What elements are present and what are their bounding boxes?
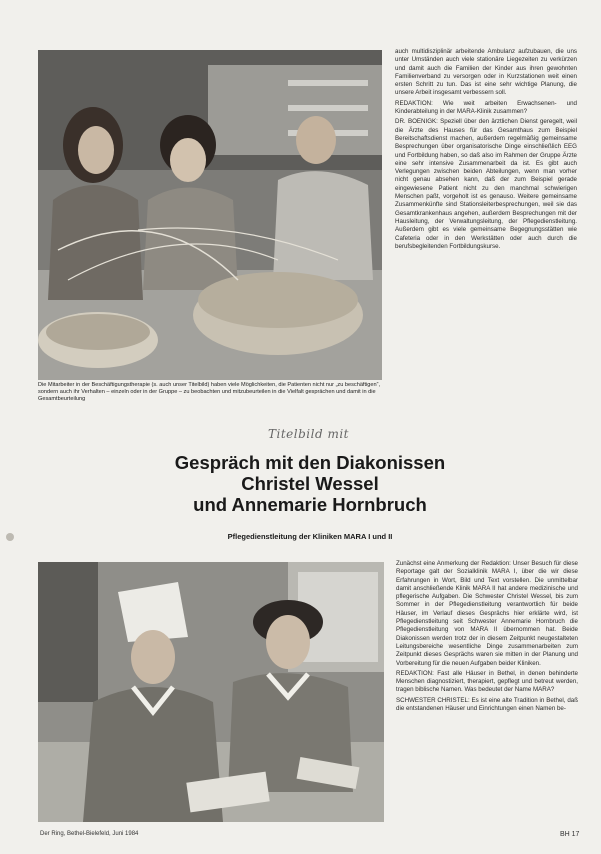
right-column-bottom <box>396 560 578 715</box>
article-title <box>120 452 500 515</box>
punch-hole-mark <box>6 533 14 541</box>
right-column-top <box>395 48 577 253</box>
page-number: BH 17 <box>560 831 580 838</box>
handwritten-note: Titelbild mit <box>268 427 349 441</box>
paragraph: REDAKTION: Wie weit arbeiten Erwachsenen- und Kinderabteilung in der MARA-Klinik zusammen? <box>395 99 577 116</box>
paragraph: SCHWESTER CHRISTEL: Es ist eine alte Tradition in Bethel, daß die entstandenen Häuser und Einrichtungen einen Namen be- <box>396 696 578 713</box>
basket-weaving-photo <box>38 50 382 380</box>
top-photo <box>38 50 382 380</box>
paragraph: DR. BOENIGK: Speziell über den ärztlichen Dienst geregelt, weil die Ärzte des Hauses für das Gesamthaus zum Beispiel Bereitschaftsdienst machen, außerdem regelmäßig gemeinsame Besprechungen über organisatorische Dinge einschließlich EEG und Fortbildung haben, so daß also im Rahmen der Gruppe Ärzte eine sehr intensive Zusammenarbeit da ist. Es gibt auch Verlegungen zwischen beiden Abteilungen, wenn man vorher nicht genau absehen kann, daß der zum Beispiel gerade eingewiesene Patient nicht zu den manchmal schwierigen Menschen paßt, vorgeholt ist es genauso. Weitere gemeinsame Zusammenkünfte sind Stationsleiterbesprechungen, weil sie das Gesamtkrankenhaus angehen, außerdem Besprechungen mit der Hausleitung, der Verwaltungsleitung, der Pflegedienstleitung. Außerdem gibt es viele gemeinsame Begegnungsstätten wie Cafeteria oder in den Werkstätten oder auch durch die berufsbegleitenden Fortbildungskurse. <box>395 118 577 250</box>
title-line: Gespräch mit den Diakonissen <box>174 452 446 473</box>
title-line: und Annemarie Hornbruch <box>193 494 427 515</box>
top-photo-caption: Die Mitarbeiter in der Beschäftigungstherapie (s. auch unser Titelbild) haben viele Möglichkeiten, die Patienten nicht nur „zu beschäftigen“, sondern auch ihr Verhalten – einzeln oder in der Gruppe – zu beobachten und mitzubeurteilen in die Vielfalt gesprächen und damit in die Gesamtbeurteilung <box>38 382 381 402</box>
article-subtitle: Pflegedienstleitung der Kliniken MARA I und II <box>227 532 393 541</box>
paragraph: REDAKTION: Fast alle Häuser in Bethel, in denen behinderte Menschen diagnostiziert, therapiert, gepflegt und betreut werden, tragen biblische Namen. Was bedeutet der Name MARA? <box>396 669 578 694</box>
footer-source: Der Ring, Bethel-Bielefeld, Juni 1984 <box>40 831 139 837</box>
paragraph: Zunächst eine Anmerkung der Redaktion: Unser Besuch für diese Reportage galt der Sozialklinik MARA I, über die wir diese Erfahrungen in Wort, Bild und Text vorstellen. Die unmittelbar damit anschließende Klinik MARA II hat andere medizinische und pflegerische Aufgaben. Die Schwester Christel Wessel, bis zum Sommer in der Pflegedienstleitung verantwortlich für beide Häuser, im Verlauf dieses Gesprächs hier erklärte wird, ist Pflegedienstleitung seit Schwester Annemarie Hornbruch die Pflegedienstleitung von MARA II übernommen hat. Beide Diakonissen werden trotz der in diesem Zeitpunkt neugestalteten Leitungsbereiche wesentliche Dinge zusammenarbeiten zum Zeitpunkt dieses Gesprächs waren sie mitten in der Planung und Vorbereitung für die neuen Aufgaben beider Kliniken. <box>396 560 578 667</box>
title-line: Christel Wessel <box>241 473 379 494</box>
deaconesses-photo <box>38 562 384 822</box>
paragraph: auch multidisziplinär arbeitende Ambulanz aufzubauen, die uns unter Umständen auch viele stationäre Liegezeiten zu verkürzen und damit auch die Familien der Kinder aus ihren gewohnten Familienverband zu versorgen oder in Kurzstationen weit einen ersten Schritt zu tun. Das ist eine sehr wichtige Planung, die unsere Arbeit insgesamt verbessern soll. <box>395 48 577 97</box>
bottom-photo <box>38 562 384 822</box>
